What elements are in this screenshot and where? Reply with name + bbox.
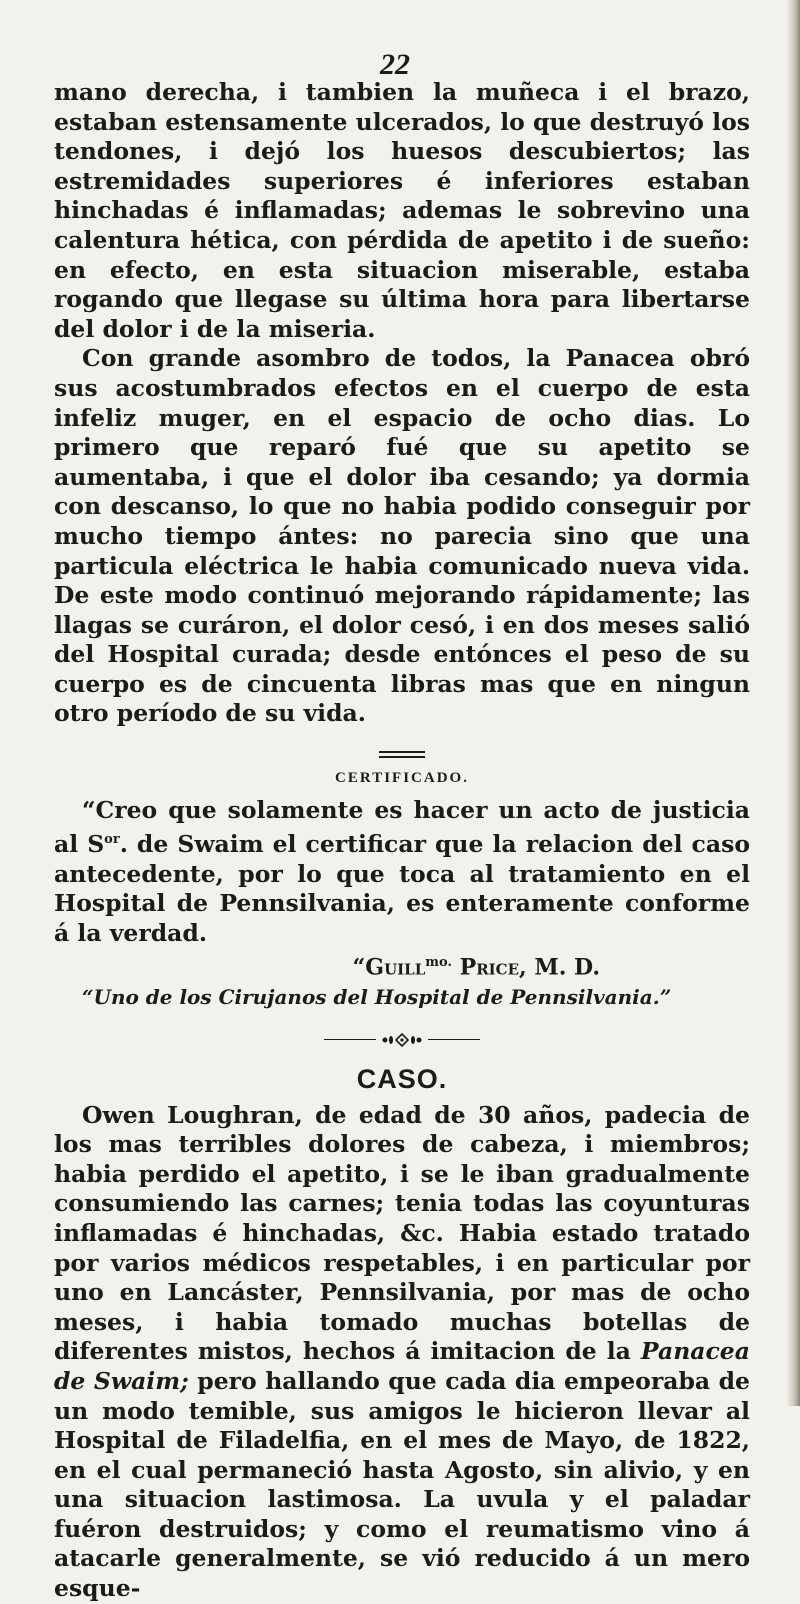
ornament-line-left xyxy=(324,1039,376,1040)
signature-first: “Guill xyxy=(352,954,426,981)
case-text xyxy=(54,1101,750,1604)
case-heading: CASO. xyxy=(356,1063,448,1094)
certificate-heading: CERTIFICADO. xyxy=(335,770,469,787)
page-edge xyxy=(786,0,800,1406)
signature-name: Price, M. D. xyxy=(452,954,600,981)
case-text-after: pero hallando que cada dia empeoraba de un modo temible, sus amigos le hicieron llevar al Hospital de Filadelfia, en el mes de Mayo, de 1822, en el cual permaneció hasta Agosto, sin alivio, y en una situacion lastimosa. La uvula y el paladar fuéron destruidos; y como el reumatismo vino á atacarle generalmente, se vió reducido á un mero esque- xyxy=(54,1366,750,1603)
page-number: 22 xyxy=(380,48,410,81)
page-body xyxy=(54,78,750,1604)
case-italic-title: Panacea de Swaim; xyxy=(54,1337,750,1395)
paragraph-1: mano derecha, i tambien la muñeca i el brazo, estaban estensamente ulcerados, lo que destruyó los tendones, i dejó los huesos descubiertos; las estremidades superiores é inferiores estaban hinchadas é inflamadas; ademas le sobrevino una calentura hética, con pérdida de apetito i de sueño: en efecto, en esta situacion miserable, estaba rogando que llegase su última hora para libertarse del dolor i de la miseria. xyxy=(54,78,750,343)
certificate-affiliation: “Uno de los Cirujanos del Hospital de Pennsilvania.” xyxy=(82,985,672,1010)
double-rule-divider xyxy=(379,751,425,758)
certificate-superscript: or xyxy=(104,832,120,848)
paragraph-2: Con grande asombro de todos, la Panacea obró sus acostumbrados efectos en el cuerpo de esta infeliz muger, en el espacio de ocho dias. Lo primero que reparó fué que su apetito se aumentaba, i que el dolor iba cesando; ya dormia con descanso, lo que no habia podido conseguir por mucho tiempo ántes: no parecia sino que una particula eléctrica le habia comunicado nueva vida. De este modo continuó mejorando rápidamente; las llagas se curáron, el dolor cesó, i en dos meses salió del Hospital curada; desde entónces el peso de su cuerpo es de cincuenta libras mas que en ningun otro período de su vida. xyxy=(54,344,750,728)
ornament-icon xyxy=(380,1033,424,1047)
certificate-text-rest: . de Swaim el certificar que la relacion del caso antecedente, por lo que toca al tratamiento en el Hospital de Pennsilvania, es enteramente conforme á la verdad. xyxy=(54,830,751,947)
ornament-divider xyxy=(54,1033,750,1047)
signature-superscript: mo. xyxy=(425,955,452,971)
case-text-before: Owen Loughran, de edad de 30 años, padecia de los mas terribles dolores de cabeza, i miembros; habia perdido el apetito, i se le iban gradualmente consumiendo las carnes; tenia todas las coyunturas inflamadas é hinchadas, &c. Habia estado tratado por varios médicos respetables, i en particular por uno en Lancáster, Pennsilvania, por mas de ocho meses, i habia tomado muchas botellas de diferentes mistos, hechos á imitacion de la xyxy=(54,1100,750,1366)
certificate-text xyxy=(54,796,750,949)
certificate-text-start: “Creo que solamente es hacer un acto de justicia al S xyxy=(54,795,750,859)
ornament-line-right xyxy=(428,1039,480,1040)
certificate-signature xyxy=(54,948,750,983)
